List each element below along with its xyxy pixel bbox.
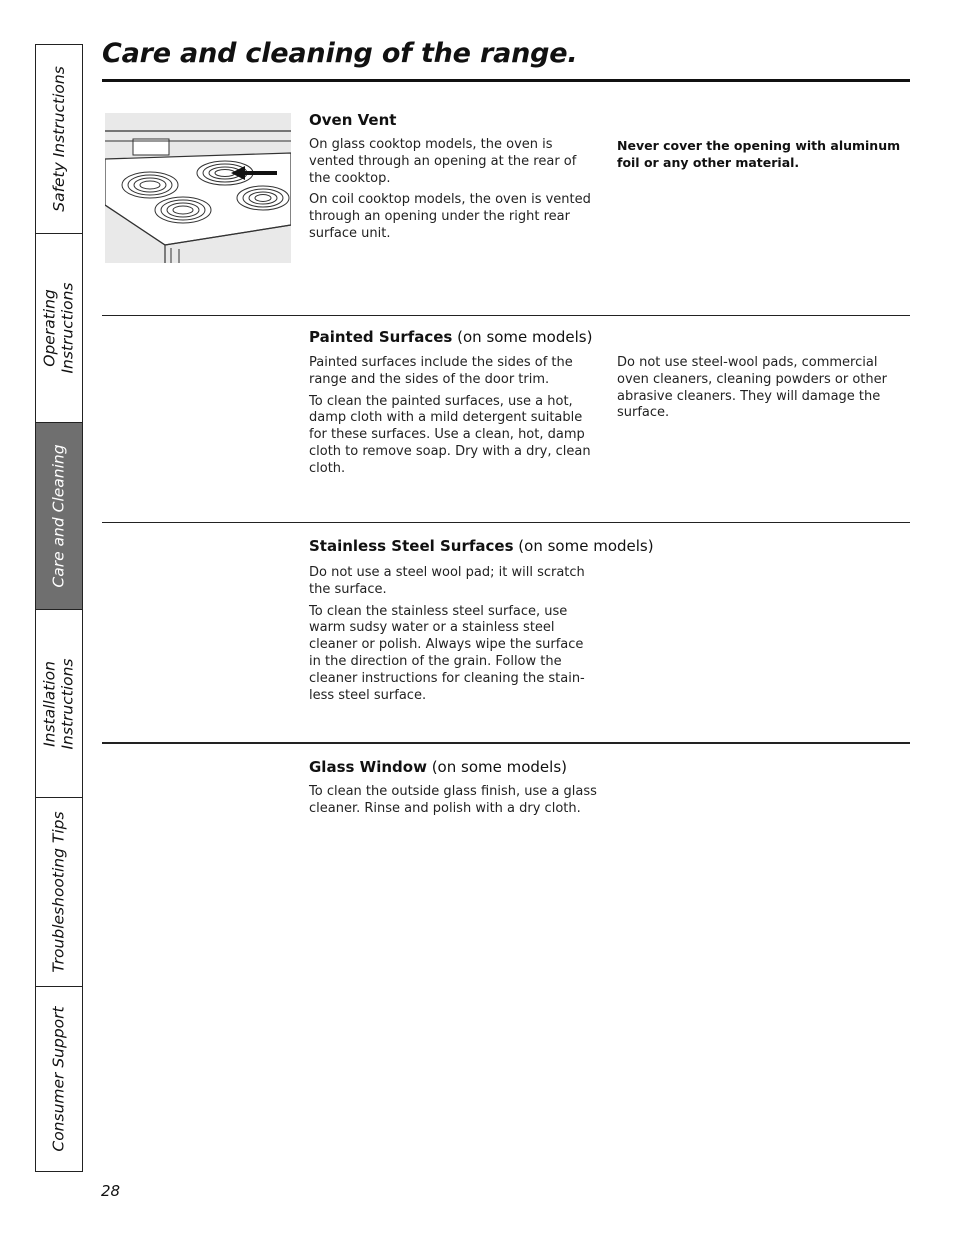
tab-label: Safety Instructions <box>50 66 69 212</box>
section-divider <box>102 522 910 523</box>
paragraph: Painted surfaces include the sides of the range and the sides of the door trim. <box>309 355 573 387</box>
title-rule <box>102 79 910 82</box>
range-cooktop-vent-icon <box>105 113 291 263</box>
stainless-steel-heading: Stainless Steel Surfaces (on some models) <box>309 537 654 555</box>
paragraph: On coil cooktop models, the oven is vented through an opening under the right rear surface unit. <box>309 192 591 241</box>
tab-operating-instructions[interactable] <box>36 234 82 423</box>
stainless-steel-text <box>309 565 599 709</box>
painted-surfaces-caution <box>617 355 909 427</box>
tab-safety-instructions[interactable] <box>36 45 82 234</box>
oven-vent-text <box>309 137 599 248</box>
tab-care-and-cleaning[interactable] <box>36 423 82 610</box>
tab-consumer-support[interactable] <box>36 987 82 1171</box>
paragraph: To clean the outside glass finish, use a glass cleaner. Rinse and polish with a dry cloth. <box>309 784 597 816</box>
oven-vent-heading: Oven Vent <box>309 111 397 129</box>
tab-installation-instructions[interactable] <box>36 610 82 798</box>
paragraph: Do not use steel-wool pads, commercial oven cleaners, cleaning powders or other abrasive cleaners. They will damage the surface. <box>617 355 887 421</box>
paragraph: On glass cooktop models, the oven is vented through an opening at the rear of the cooktop. <box>309 137 577 186</box>
page-title: Care and cleaning of the range. <box>102 38 578 69</box>
section-divider <box>102 742 910 744</box>
paragraph: To clean the stainless steel surface, use warm sudsy water or a stainless steel cleaner or polish. Always wipe the surface in the direction of the grain. Follow the cleaner instructions for cleaning the stain-less steel surface. <box>309 603 585 703</box>
painted-surfaces-heading: Painted Surfaces (on some models) <box>309 328 593 346</box>
paragraph: To clean the painted surfaces, use a hot, damp cloth with a mild detergent suitable for these surfaces. Use a clean, hot, damp cloth to remove soap. Dry with a dry, clean cloth. <box>309 393 591 476</box>
tab-label: Troubleshooting Tips <box>50 811 68 973</box>
side-tab-strip <box>35 44 83 1172</box>
tab-label: Operating Instructions <box>41 282 78 374</box>
oven-vent-warning: Never cover the opening with aluminum foil or any other material. <box>617 138 901 170</box>
page-number: 28 <box>101 1182 121 1200</box>
tab-label: Care and Cleaning <box>50 444 69 588</box>
section-divider <box>102 315 910 316</box>
painted-surfaces-text <box>309 355 601 483</box>
glass-window-heading: Glass Window (on some models) <box>309 758 567 776</box>
tab-troubleshooting-tips[interactable] <box>36 798 82 987</box>
paragraph: Do not use a steel wool pad; it will scratch the surface. <box>309 565 585 597</box>
tab-label: Consumer Support <box>50 1006 68 1152</box>
tab-label: Installation Instructions <box>41 657 78 750</box>
glass-window-text <box>309 784 599 823</box>
